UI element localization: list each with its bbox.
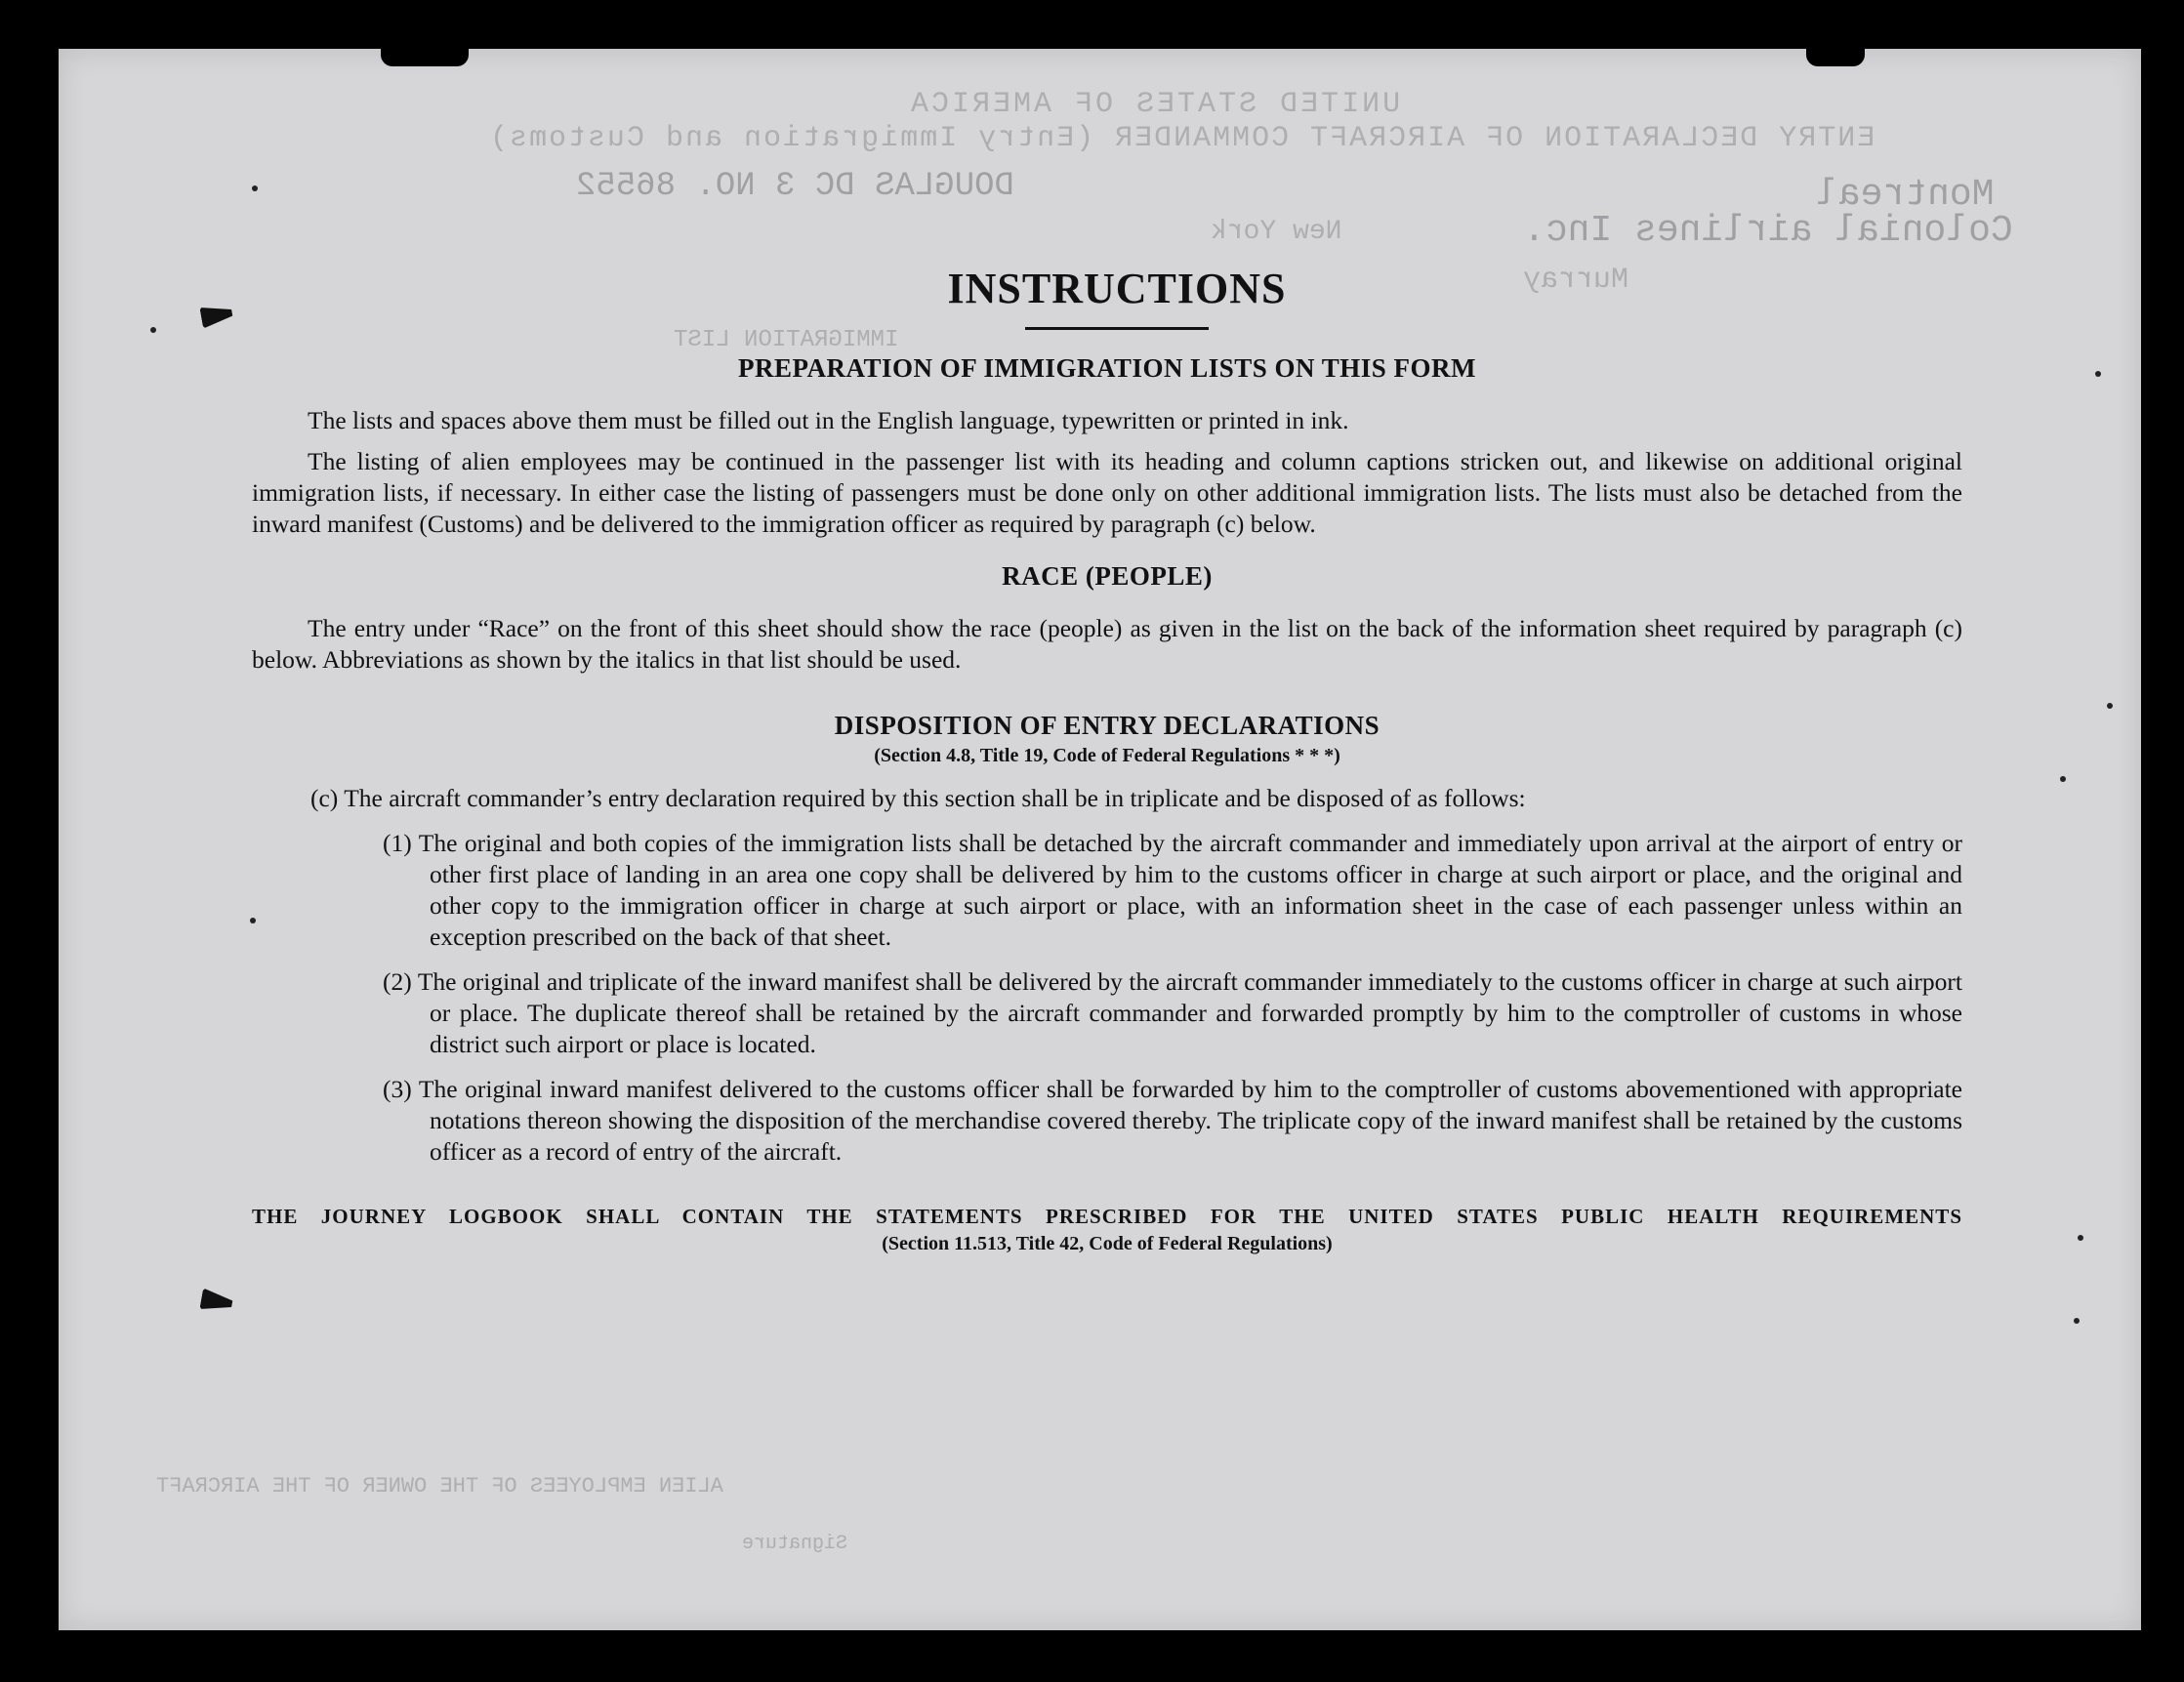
race-paragraph: The entry under “Race” on the front of this sheet should show the race (people) as given in the list on the back of the information sheet required by paragraph (c) below. Abbreviations as shown by the italics in that list should be used. bbox=[252, 614, 1962, 674]
margin-dot bbox=[2078, 1235, 2083, 1241]
disposition-item-2: (2) The original and triplicate of the inward manifest shall be delivered by the aircraft commander immediately to the customs officer in charge at such airport or place. The duplicate thereof shall be retained by the aircraft commander and forwarded promptly by him to the comptroller of customs in whose district such airport or place is located. bbox=[383, 967, 1962, 1058]
preparation-paragraph-2: The listing of alien employees may be continued in the passenger list with its heading and column captions stricken out, and likewise on additional original immigration lists, if necessary. In either case the listing of passengers must be done only on other additional immigration lists. The lists must also be detached from the inward manifest (Customs) and be delivered to the immigration officer as required by paragraph (c) below. bbox=[252, 447, 1962, 538]
preparation-paragraph-1: The lists and spaces above them must be filled out in the English language, typewritten or printed in ink. bbox=[308, 406, 1349, 434]
margin-dot bbox=[2060, 776, 2066, 782]
show-through-employees-heading: ALIEN EMPLOYEES OF THE OWNER OF THE AIRCRAFT bbox=[156, 1474, 723, 1498]
show-through-owner: Colonial airlines Inc. bbox=[1523, 210, 2013, 252]
margin-dot bbox=[2074, 1318, 2080, 1324]
page-title: INSTRUCTIONS bbox=[947, 265, 1287, 312]
title-underline bbox=[1025, 327, 1209, 330]
disposition-item-3: (3) The original inward manifest delivered to the customs officer shall be forwarded by him to the comptroller of customs abovementioned with appropriate notations thereon showing the disposition of the merchandise covered thereby. The triplicate copy of the inward manifest shall be retained by the customs officer as a record of entry of the aircraft. bbox=[383, 1075, 1962, 1166]
paper-tear bbox=[1806, 49, 1865, 66]
race-heading: RACE (PEOPLE) bbox=[1002, 561, 1213, 591]
margin-dot bbox=[2095, 371, 2101, 377]
margin-arrow-mark bbox=[199, 1288, 233, 1314]
show-through-commander: Murray bbox=[1523, 264, 1629, 297]
margin-dot bbox=[2107, 703, 2113, 709]
instructions-content bbox=[252, 264, 1962, 1255]
show-through-signature: Signature bbox=[742, 1533, 848, 1555]
show-through-list-heading: IMMIGRATION LIST bbox=[674, 327, 899, 353]
health-requirements-citation: (Section 11.513, Title 42, Code of Federal Regulations) bbox=[882, 1233, 1333, 1254]
margin-dot bbox=[150, 327, 156, 333]
health-requirements-statement: THE JOURNEY LOGBOOK SHALL CONTAIN THE STATEMENTS PRESCRIBED FOR THE UNITED STATES PUBLIC HEALTH REQUIREMENTS bbox=[252, 1205, 1962, 1228]
show-through-country: UNITED STATES OF AMERICA bbox=[908, 88, 1401, 121]
margin-dot bbox=[252, 185, 258, 191]
preparation-heading: PREPARATION OF IMMIGRATION LISTS ON THIS FORM bbox=[737, 353, 1477, 383]
show-through-aircraft: DOUGLAS DC 3 NO. 86552 bbox=[576, 168, 1014, 205]
show-through-form-title: ENTRY DECLARATION OF AIRCRAFT COMMANDER (Entry Immigration and Customs) bbox=[488, 122, 1875, 155]
show-through-origin: Montreal bbox=[1816, 174, 1995, 216]
disposition-citation: (Section 4.8, Title 19, Code of Federal Regulations * * *) bbox=[874, 745, 1340, 766]
margin-arrow-mark bbox=[199, 302, 233, 328]
disposition-heading: DISPOSITION OF ENTRY DECLARATIONS bbox=[834, 711, 1380, 740]
paper-tear bbox=[381, 49, 469, 66]
show-through-destination: New York bbox=[1211, 217, 1342, 247]
disposition-intro: (c) The aircraft commander’s entry declaration required by this section shall be in triplicate and be disposed of as follows: bbox=[310, 784, 1526, 812]
disposition-item-1: (1) The original and both copies of the immigration lists shall be detached by the aircraft commander and immediately upon arrival at the airport of entry or other first place of landing in an area one copy shall be delivered by him to the customs officer in charge at such airport or place, and the original and other copy to the immigration officer in charge at such airport or place, with an information sheet in the case of each passenger unless within an exception prescribed on the back of that sheet. bbox=[383, 829, 1962, 951]
